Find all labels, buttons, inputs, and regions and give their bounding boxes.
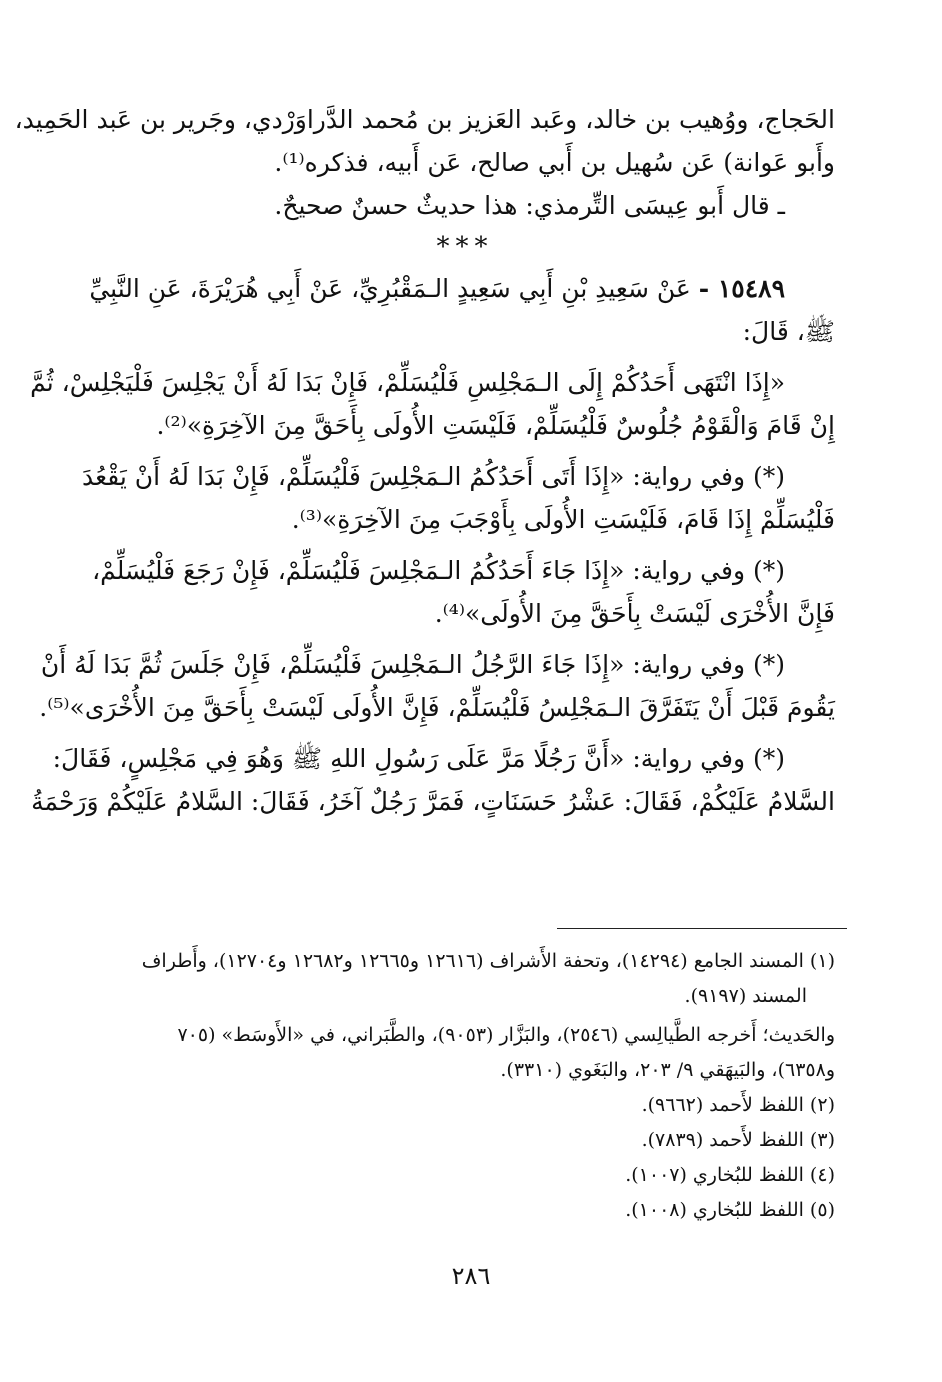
riwaya-4-line-1: (*) وفي رواية: «أَنَّ رَجُلًا مَرَّ عَلَى رَسُولِ اللهِ ﷺ وَهُوَ فِي مَجْلِسٍ، فَقَالَ:: [52, 744, 785, 773]
riwaya-3-line-1: (*) وفي رواية: «إِذَا جَاءَ الرَّجُلُ الـمَجْلِسَ فَلْيُسَلِّمْ، فَإِنْ جَلَسَ ثُمَّ بَدَا لَهُ أَنْ: [40, 650, 785, 679]
matn-line-1: «إِذَا انْتَهَى أَحَدُكُمْ إِلَى الـمَجْلِسِ فَلْيُسَلِّمْ، فَإِنْ بَدَا لَهُ أَنْ يَجْلِسَ فَلْيَجْلِسْ، ثُمَّ: [30, 368, 785, 397]
hadith-isnad-line-2: ﷺ، قَالَ:: [742, 317, 835, 346]
page-number: ٢٨٦: [451, 1262, 491, 1290]
hadith-matn: [30, 361, 835, 447]
riwaya-3-line-2: يَقُومَ قَبْلَ أَنْ يَتَفَرَّقَ الـمَجْلِسُ فَلْيُسَلِّمْ، فَإِنَّ الأُولَى لَيْسَتْ بِأَحَقَّ مِنَ الأُخْرَى»⁽⁵⁾.: [39, 693, 835, 722]
riwaya-4-line-2: السَّلامُ عَلَيْكُمْ، فَقَالَ: عَشْرُ حَسَنَاتٍ، فَمَرَّ رَجُلٌ آخَرُ، فَقَالَ: السَّلامُ عَلَيْكُمْ وَرَحْمَةُ: [31, 787, 835, 816]
hadith-isnad-text: عَنْ سَعِيدِ بْنِ أَبِي سَعِيدٍ الـمَقْبُرِيِّ، عَنْ أَبِي هُرَيْرَةَ، عَنِ النَّبِيِّ: [89, 274, 691, 303]
riwaya-2-line-2: فَإِنَّ الأُخْرَى لَيْسَتْ بِأَحَقَّ مِنَ الأُولَى»⁽⁴⁾.: [434, 599, 835, 628]
footnote-4: (٤) اللفظ للبُخاري (١٠٠٧).: [625, 1164, 835, 1186]
footnote-1-takhrij-line-2: و٦٣٥٨)، والبَيهَقي ٩/ ٢٠٣، والبَغَوي (٣٣١٠).: [500, 1059, 835, 1081]
riwaya-3: [39, 643, 835, 729]
footnote-5: (٥) اللفظ للبُخاري (١٠٠٨).: [625, 1199, 835, 1221]
footnote-1-takhrij-line-1: والحَديث؛ أَخرجه الطَّيالِسي (٢٥٤٦)، والبَزَّار (٩٠٥٣)، والطَّبَراني، في «الأَوسَط» (٧٠٥: [177, 1024, 835, 1046]
footnote-separator: [557, 928, 847, 929]
riwaya-1-line-1: (*) وفي رواية: «إِذَا أَتَى أَحَدُكُمُ الـمَجْلِسَ فَلْيُسَلِّمْ، فَإِنْ بَدَا لَهُ أَنْ يَقْعُدَ: [82, 462, 785, 491]
footnote-2: (٢) اللفظ لأَحمد (٩٦٦٢).: [641, 1094, 835, 1116]
hadith-isnad-line-1: [89, 267, 835, 310]
section-separator-stars: ***: [436, 232, 494, 262]
riwaya-1: [82, 455, 835, 541]
riwaya-4: [31, 737, 835, 823]
main-text: [14, 98, 835, 823]
footnotes: [95, 944, 835, 1228]
riwaya-2-line-1: (*) وفي رواية: «إِذَا جَاءَ أَحَدُكُمُ الـمَجْلِسَ فَلْيُسَلِّمْ، فَإِنْ رَجَعَ فَلْيُسَلِّمْ،: [92, 556, 785, 585]
footnote-1-line-1: (١) المسند الجامع (١٤٢٩٤)، وتحفة الأَشراف (١٢٦١٦ و١٢٦٦٥ و١٢٦٨٢ و١٢٧٠٤)، وأَطراف: [141, 950, 835, 972]
intro-line-2: وأَبو عَوانة) عَن سُهيل بن أَبي صالح، عَن أَبيه، فذكره⁽¹⁾.: [274, 148, 835, 177]
footnote-1-line-2: المسند (٩١٩٧).: [684, 985, 807, 1007]
hadith-number: ١٥٤٨٩ -: [698, 274, 785, 303]
footnote-3: (٣) اللفظ لأَحمد (٧٨٣٩).: [641, 1129, 835, 1151]
matn-line-2: إِنْ قَامَ وَالْقَوْمُ جُلُوسٌ فَلْيُسَلِّمْ، فَلَيْسَتِ الأُولَى بِأَحَقَّ مِنَ الآخِرَةِ»⁽²⁾.: [156, 411, 835, 440]
intro-line-1: الحَجاج، ووُهيب بن خالد، وعَبد العَزيز بن مُحمد الدَّراوَرْدي، وجَرير بن عَبد الحَمِيد،: [14, 105, 835, 134]
riwaya-2: [92, 549, 835, 635]
riwaya-1-line-2: فَلْيُسَلِّمْ إِذَا قَامَ، فَلَيْسَتِ الأُولَى بِأَوْجَبَ مِنَ الآخِرَةِ»⁽³⁾.: [291, 505, 835, 534]
tirmidhi-verdict: ـ قال أَبو عِيسَى التِّرمذي: هذا حديثٌ حسنٌ صحيحٌ.: [274, 191, 785, 220]
